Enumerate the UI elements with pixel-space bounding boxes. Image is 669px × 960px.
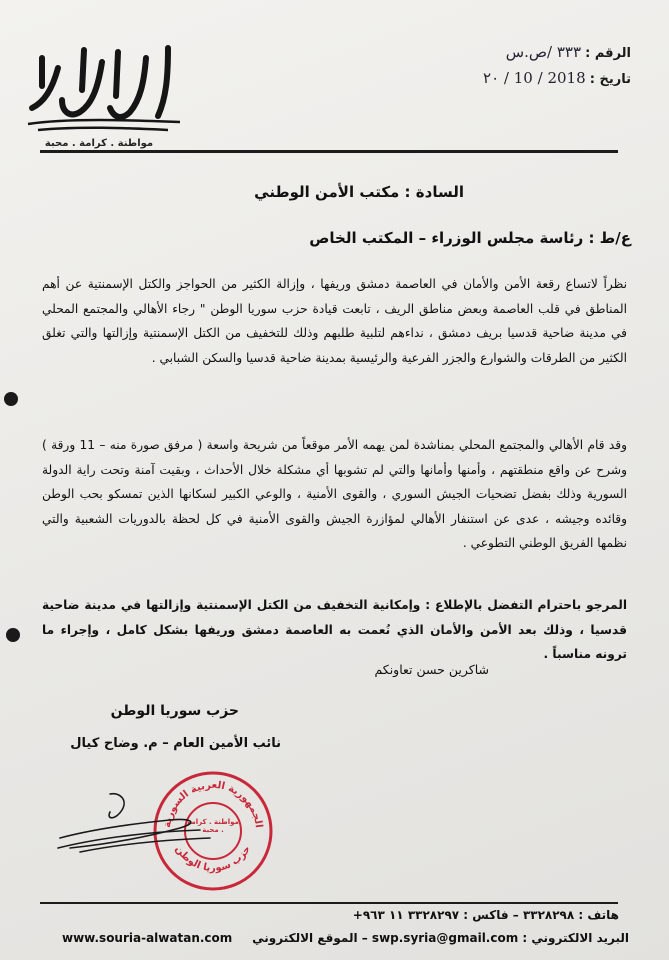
thanks-line: شاكرين حسن تعاونكم	[374, 662, 489, 677]
logo-text: حزب سوريا الوطن	[18, 38, 26, 39]
stamp-inner-text: مواطنة . كرامة . محبة	[187, 818, 239, 834]
body-paragraph-3: المرجو باحترام التفضل بالإطلاع : وإمكانية التخفيف من الكتل الإسمنتية وإزالتها في مدينة ضاحية قدسيا ، وذلك بعد الأمن والأمان الذي نُعمت به العاصمة دمشق وريفها بشكل كامل ، وإجراء ما ترونه مناسباً .	[42, 598, 627, 661]
stamp-outer-text: الجمهورية العربية السورية	[162, 779, 264, 829]
reference-number-value: ٣٣٣ /ص.س	[505, 43, 581, 61]
signatory-title: نائب الأمين العام – م. وضاح كيال	[70, 736, 281, 751]
reference-number-label: الرقم :	[585, 46, 631, 61]
handwritten-signature	[50, 790, 220, 860]
addressee-line: السادة : مكتب الأمن الوطني	[254, 183, 464, 201]
body-paragraph-2: وقد قام الأهالي والمجتمع المحلي بمناشدة لمن يهمه الأمر موقعاً من شريحة واسعة ( مرفق صورة منه – 11 ورقة ) وشرح عن واقع منطقتهم ، وأمنها وأمانها والتي لم تشوبها أي مشكلة خلال الأحداث ، وبقيت آمنة وتحت راية الدولة السورية وذلك بفضل تضحيات الجيش السوري ، والقوى الأمنية ، والوعي الكبير لسكانها الذين تمسكو بحب الوطن وقائده وجيشه ، عدى عن استنفار الأهالي لمؤازرة الجيش والقوى الأمنية في كل لحظة بالدوريات الشعبية والتي نظمها الفريق الوطني التطوعي .	[42, 438, 627, 550]
logo-tagline: مواطنة . كرامة . محبة	[44, 138, 154, 149]
header-rule	[40, 150, 618, 153]
punch-hole	[4, 392, 18, 406]
reference-date-row	[431, 66, 631, 92]
attention-line: ع/ط : رئاسة مجلس الوزراء – المكتب الخاص	[309, 229, 631, 247]
reference-block	[431, 40, 631, 92]
party-logo	[18, 38, 188, 158]
reference-date-value: 2018 / 10 / ٢٠	[483, 69, 586, 87]
stamp-bottom-text: حزب سوريا الوطن	[172, 843, 253, 874]
footer-email: البريد الالكتروني : swp.syria@gmail.com – الموقع الالكتروني	[252, 931, 629, 945]
punch-hole	[6, 628, 20, 642]
footer-phone-fax: هاتف : ٣٣٢٨٢٩٨ – فاكس : ٣٣٢٨٢٩٧ ١١ ٩٦٣+	[352, 908, 619, 922]
signature-party-name: حزب سوريا الوطن	[110, 703, 239, 719]
footer-rule	[40, 902, 618, 904]
footer-website: www.souria-alwatan.com	[62, 931, 233, 945]
body-paragraph-1: نظراً لاتساع رقعة الأمن والأمان في العاصمة دمشق وريفها ، وإزالة الكثير من الحواجز والكتل الإسمنتية عن أهم المناطق في قلب العاصمة وبعض مناطق الريف ، تابعت قيادة حزب سوريا الوطن " رجاء الأهالي والمجتمع المحلي في مدينة ضاحية قدسيا بريف دمشق ، نداءهم لتلبية طلبهم وذلك للتخفيف من الكتل الإسمنتية وإزالتها والتي تغلق الكثير من الطرقات والشوارع والجزر الفرعية والرئيسية بمدينة ضاحية قدسيا والسكن الشبابي .	[42, 277, 627, 365]
reference-number-row	[431, 40, 631, 66]
reference-date-label: تاريخ :	[589, 72, 631, 87]
